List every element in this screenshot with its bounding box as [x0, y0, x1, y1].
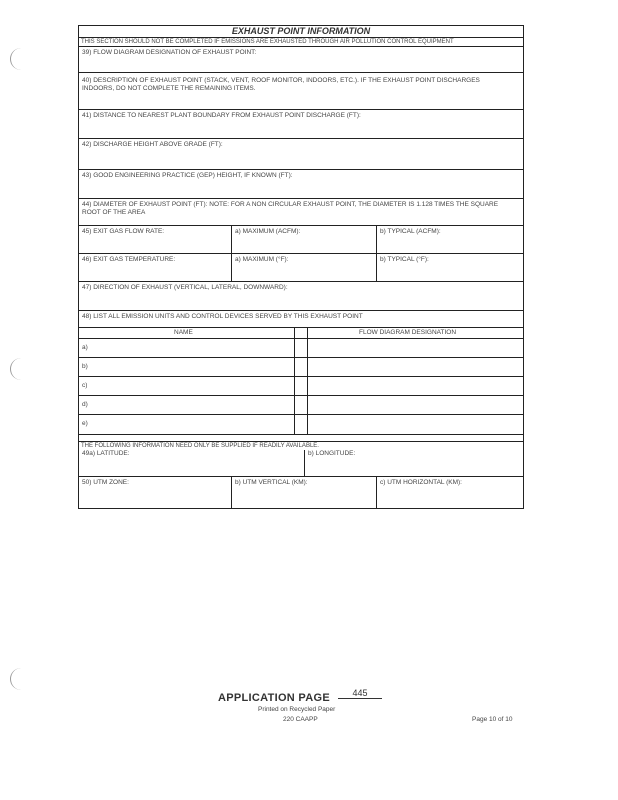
field-46b-label: b) TYPICAL (°F):	[380, 256, 429, 263]
field-46	[79, 254, 231, 281]
field-42[interactable]	[79, 139, 523, 170]
optional-note: THE FOLLOWING INFORMATION NEED ONLY BE SUPPLIED IF READILY AVAILABLE.	[81, 443, 319, 449]
row-letter: c)	[82, 382, 88, 389]
field-41[interactable]	[79, 110, 523, 139]
page-of: Page 10 of 10	[472, 716, 513, 723]
row-letter: b)	[82, 363, 88, 370]
field-50-label: 50) UTM ZONE:	[82, 479, 129, 486]
field-43-label: 43) GOOD ENGINEERING PRACTICE (GEP) HEIGHT, IF KNOWN (FT):	[82, 172, 293, 179]
field-44-label: 44) DIAMETER OF EXHAUST POINT (FT): NOTE: FOR A NON CIRCULAR EXHAUST POINT, THE DIAMETER IS 1.128 TIMES THE SQUARE ROOT OF THE AREA	[82, 201, 499, 216]
units-table	[79, 328, 523, 435]
row-49	[79, 450, 523, 477]
field-39-label: 39) FLOW DIAGRAM DESIGNATION OF EXHAUST POINT:	[82, 49, 257, 56]
field-46a[interactable]	[231, 254, 376, 281]
field-48-label: 48) LIST ALL EMISSION UNITS AND CONTROL DEVICES SERVED BY THIS EXHAUST POINT	[82, 313, 363, 320]
application-page-label: APPLICATION PAGE	[218, 692, 330, 704]
field-45b[interactable]	[376, 226, 523, 253]
field-50c[interactable]	[376, 477, 523, 508]
field-39[interactable]	[79, 47, 523, 73]
field-50c-label: c) UTM HORIZONTAL (KM):	[380, 479, 462, 486]
field-41-label: 41) DISTANCE TO NEAREST PLANT BOUNDARY FROM EXHAUST POINT DISCHARGE (FT):	[82, 112, 361, 119]
field-49b[interactable]	[304, 450, 523, 476]
section-note: THIS SECTION SHOULD NOT BE COMPLETED IF EMISSIONS ARE EXHAUSTED THROUGH AIR POLLUTION CONTROL EQUIPMENT	[79, 38, 523, 47]
table-header	[79, 328, 523, 339]
field-45	[79, 226, 231, 253]
form-title: EXHAUST POINT INFORMATION	[79, 26, 523, 38]
field-45b-label: b) TYPICAL (ACFM):	[380, 228, 441, 235]
application-page-number: 445	[338, 688, 382, 699]
field-48	[79, 311, 523, 328]
field-49a[interactable]	[79, 450, 304, 476]
field-43[interactable]	[79, 170, 523, 199]
row-46	[79, 254, 523, 282]
recycled-paper-note: Printed on Recycled Paper	[258, 706, 336, 713]
exhaust-point-form	[78, 25, 524, 509]
table-row[interactable]	[79, 415, 523, 434]
row-letter: a)	[82, 344, 88, 351]
field-49a-label: 49a) LATITUDE:	[82, 450, 130, 457]
field-45-label: 45) EXIT GAS FLOW RATE:	[82, 228, 165, 235]
col-flow-header: FLOW DIAGRAM DESIGNATION	[359, 329, 457, 336]
table-row[interactable]	[79, 396, 523, 415]
form-code: 220 CAAPP	[283, 716, 318, 723]
field-49b-label: b) LONGITUDE:	[308, 450, 356, 457]
field-40[interactable]	[79, 73, 523, 110]
field-45a-label: a) MAXIMUM (ACFM):	[235, 228, 301, 235]
table-row[interactable]	[79, 339, 523, 358]
table-row[interactable]	[79, 358, 523, 377]
binder-hole-mark	[10, 48, 23, 70]
row-letter: e)	[82, 420, 88, 427]
row-letter: d)	[82, 401, 88, 408]
field-44[interactable]	[79, 199, 523, 226]
row-50	[79, 477, 523, 508]
binder-hole-mark	[10, 668, 23, 690]
field-47-label: 47) DIRECTION OF EXHAUST (VERTICAL, LATERAL, DOWNWARD):	[82, 284, 288, 291]
field-46b[interactable]	[376, 254, 523, 281]
field-45a[interactable]	[231, 226, 376, 253]
field-50b-label: b) UTM VERTICAL (KM):	[235, 479, 308, 486]
field-46a-label: a) MAXIMUM (°F):	[235, 256, 289, 263]
field-42-label: 42) DISCHARGE HEIGHT ABOVE GRADE (FT):	[82, 141, 223, 148]
field-47[interactable]	[79, 282, 523, 311]
section-gap	[79, 435, 523, 442]
field-50b[interactable]	[231, 477, 376, 508]
row-45	[79, 226, 523, 254]
binder-hole-mark	[10, 358, 23, 380]
field-46-label: 46) EXIT GAS TEMPERATURE:	[82, 256, 176, 263]
col-name-header: NAME	[174, 329, 193, 336]
table-row[interactable]	[79, 377, 523, 396]
field-50[interactable]	[79, 477, 231, 508]
field-40-label: 40) DESCRIPTION OF EXHAUST POINT (STACK, VENT, ROOF MONITOR, INDOORS, ETC.). IF THE EXHAUST POINT DISCHARGES INDOORS, DO NOT COMPLETE THE REMAINING ITEMS.	[82, 77, 480, 92]
